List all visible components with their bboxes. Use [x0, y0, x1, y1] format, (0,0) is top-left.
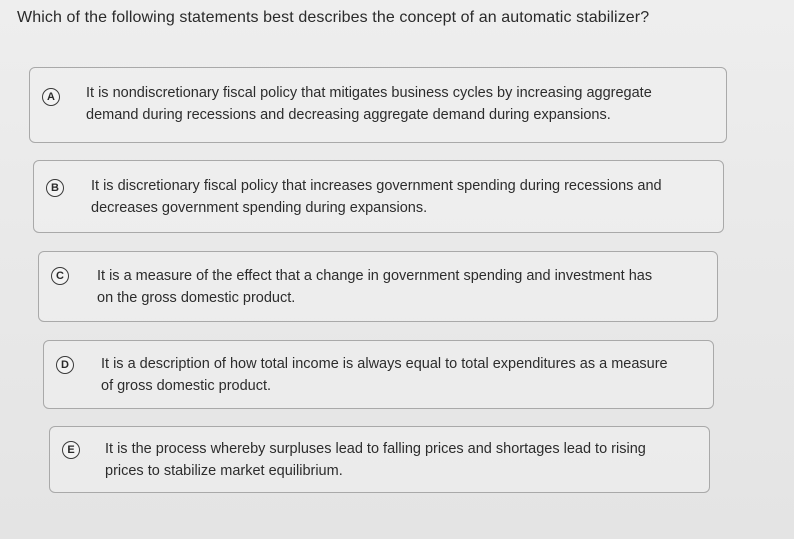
option-a-line-2: demand during recessions and decreasing aggregate demand during expansions.	[86, 107, 611, 123]
option-c-line-2: on the gross domestic product.	[97, 290, 296, 306]
option-d-text	[101, 353, 701, 397]
question-text: Which of the following statements best describes the concept of an automatic stabilizer?	[17, 9, 650, 26]
option-d-line-1: It is a description of how total income is always equal to total expenditures as a measure	[101, 356, 668, 372]
answer-option-a[interactable]	[29, 67, 727, 143]
option-letter-e-badge: E	[62, 441, 80, 459]
option-b-line-2: decreases government spending during expansions.	[91, 200, 428, 216]
option-e-text	[105, 438, 695, 482]
option-a-line-1: It is nondiscretionary fiscal policy that mitigates business cycles by increasing aggregate	[86, 85, 652, 101]
option-letter-c-badge: C	[51, 267, 69, 285]
option-letter-d-badge: D	[56, 356, 74, 374]
option-letter-a-badge: A	[42, 88, 60, 106]
option-letter-b-badge: B	[46, 179, 64, 197]
option-e-line-1: It is the process whereby surpluses lead to falling prices and shortages lead to rising	[105, 441, 646, 457]
option-d-line-2: of gross domestic product.	[101, 378, 272, 394]
answer-option-d[interactable]	[43, 340, 714, 409]
option-e-line-2: prices to stabilize market equilibrium.	[105, 463, 343, 479]
option-c-text	[97, 265, 697, 309]
option-b-text	[91, 175, 711, 219]
answer-option-e[interactable]	[49, 426, 710, 493]
option-b-line-1: It is discretionary fiscal policy that increases government spending during recessions and	[91, 178, 662, 194]
option-c-line-1: It is a measure of the effect that a change in government spending and investment has	[97, 268, 653, 284]
answer-option-c[interactable]	[38, 251, 718, 322]
answer-option-b[interactable]	[33, 160, 724, 233]
option-a-text	[86, 82, 706, 126]
